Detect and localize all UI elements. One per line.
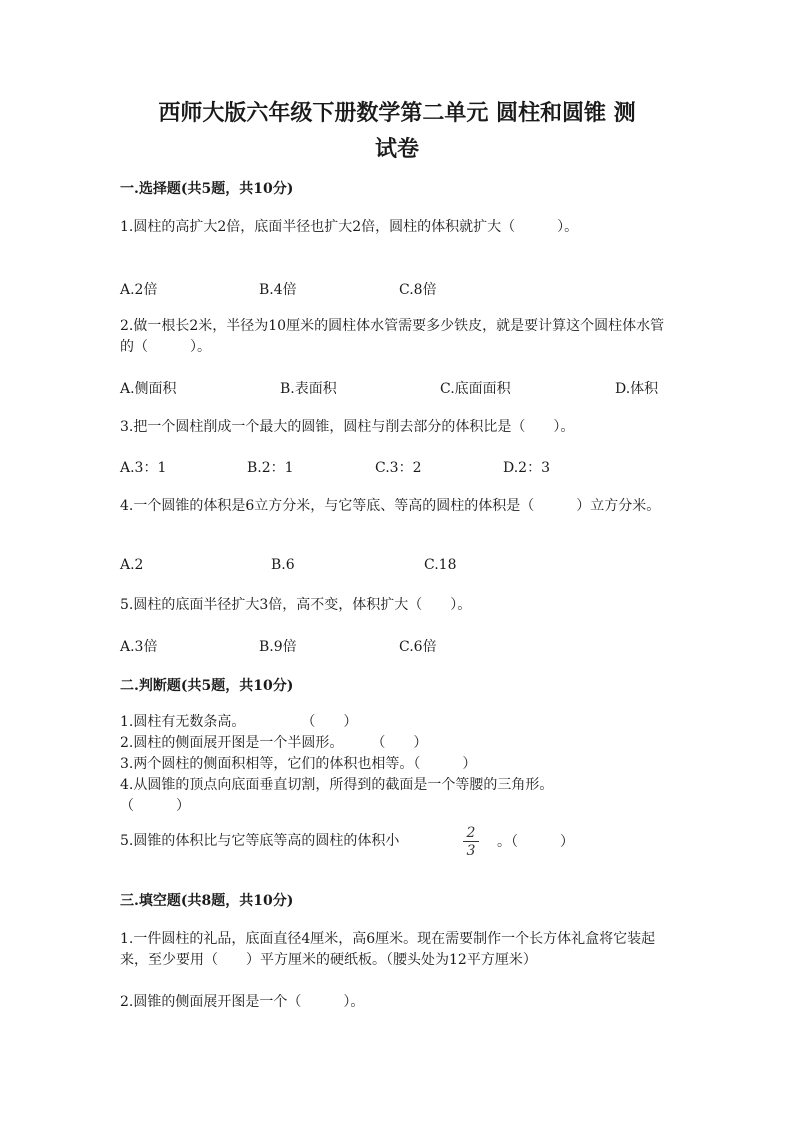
judge-question-2: 2.圆柱的侧面展开图是一个半圆形。 （ ） [120, 735, 428, 751]
choice-4-option-a: A.2 [120, 557, 144, 573]
choice-1-option-a: A.2倍 [120, 282, 158, 298]
judge-question-5-blank: 。（ ） [497, 834, 574, 850]
choice-question-1: 1.圆柱的高扩大2倍，底面半径也扩大2倍，圆柱的体积就扩大（ ）。 [120, 219, 579, 235]
fraction-bar [463, 841, 479, 842]
page-title-line1: 西师大版六年级下册数学第二单元 圆柱和圆锥 测 [158, 100, 636, 126]
judge-question-4: 4.从圆锥的顶点向底面垂直切割，所得到的截面是一个等腰的三角形。 [120, 777, 554, 793]
choice-5-option-b: B.9倍 [259, 639, 297, 655]
page-title [100, 95, 694, 167]
choice-question-2: 2.做一根长2米，半径为10厘米的圆柱体水管需要多少铁皮，就是要计算这个圆柱体水管的（ ）。 [120, 318, 665, 355]
choice-5-option-c: C.6倍 [399, 639, 437, 655]
choice-3-option-b: B.2：1 [247, 460, 294, 476]
fraction-numerator: 2 [466, 825, 476, 841]
choice-2-option-b: B.表面积 [280, 381, 337, 397]
choice-2-option-d: D.体积 [615, 381, 659, 397]
judge-question-5: 5.圆锥的体积比与它等底等高的圆柱的体积小 [120, 833, 400, 849]
fill-question-1: 1.一件圆柱的礼品，底面直径4厘米，高6厘米。现在需要制作一个长方体礼盒将它装起来，至少要用（ ）平方厘米的硬纸板。（腰头处为12平方厘米） [120, 931, 656, 968]
fill-question-2: 2.圆锥的侧面展开图是一个（ ）。 [120, 994, 365, 1010]
page-title-line2: 试卷 [374, 136, 419, 162]
choice-4-option-b: B.6 [271, 557, 295, 573]
choice-3-option-a: A.3：1 [120, 460, 167, 476]
choice-3-option-d: D.2：3 [503, 460, 550, 476]
judge-question-3: 3.两个圆柱的侧面积相等，它们的体积也相等。（ ） [120, 756, 477, 772]
section-heading-fill: 三.填空题(共8题，共10分) [120, 893, 294, 909]
choice-question-3: 3.把一个圆柱削成一个最大的圆锥，圆柱与削去部分的体积比是（ ）。 [120, 419, 575, 435]
choice-2-option-a: A.侧面积 [120, 381, 177, 397]
choice-question-4: 4.一个圆锥的体积是6立方分米，与它等底、等高的圆柱的体积是（ ）立方分米。 [120, 498, 661, 514]
fraction-denominator: 3 [466, 843, 476, 859]
choice-5-option-a: A.3倍 [120, 639, 158, 655]
choice-3-option-c: C.3：2 [375, 460, 422, 476]
judge-question-4-blank: （ ） [120, 798, 190, 814]
choice-1-option-c: C.8倍 [399, 282, 437, 298]
section-heading-judge: 二.判断题(共5题，共10分) [120, 678, 294, 694]
fraction-two-thirds [463, 826, 479, 858]
judge-question-1: 1.圆柱有无数条高。 （ ） [120, 714, 358, 730]
section-heading-choice: 一.选择题(共5题，共10分) [120, 181, 294, 197]
choice-1-option-b: B.4倍 [259, 282, 297, 298]
choice-question-5: 5.圆柱的底面半径扩大3倍，高不变，体积扩大（ ）。 [120, 597, 472, 613]
choice-2-option-c: C.底面面积 [440, 381, 511, 397]
choice-4-option-c: C.18 [424, 557, 457, 573]
